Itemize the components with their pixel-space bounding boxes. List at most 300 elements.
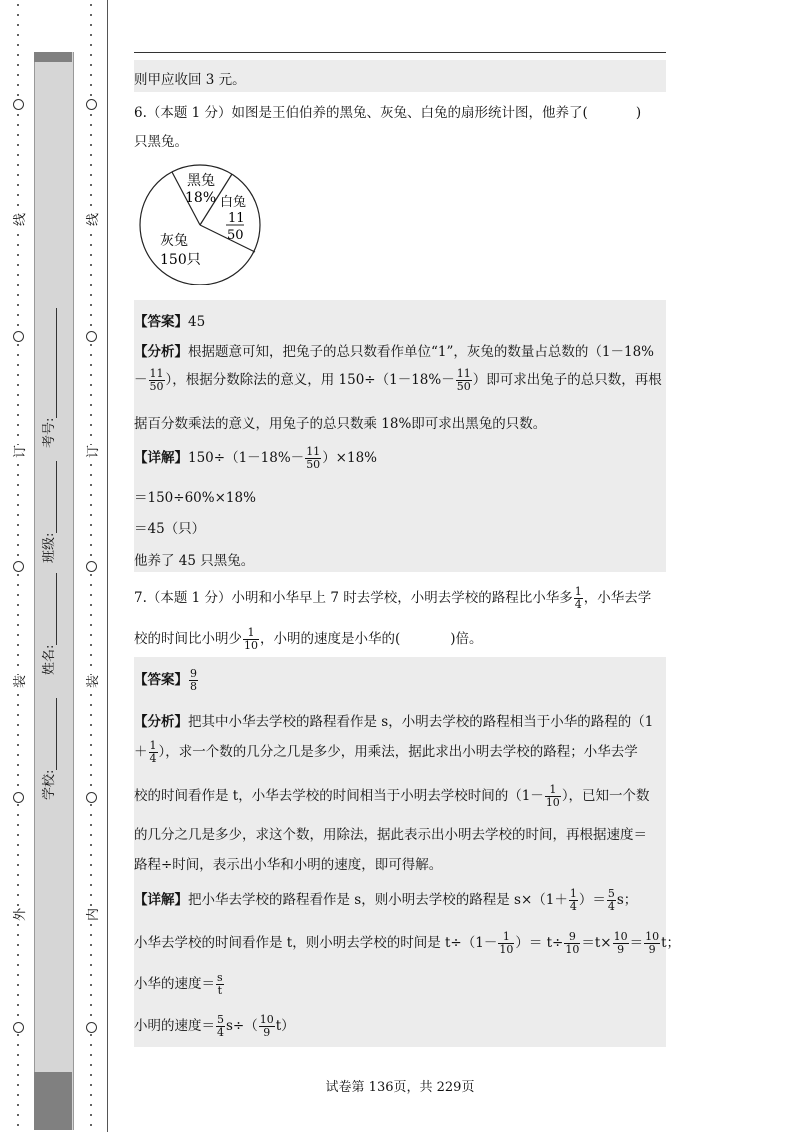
dot (17, 754, 19, 756)
margin-rule (107, 0, 108, 1132)
dot (17, 474, 19, 476)
punch-circle (13, 1022, 24, 1033)
dot (17, 594, 19, 596)
dot (17, 1034, 19, 1036)
dot (17, 784, 19, 786)
dot (17, 874, 19, 876)
dot (90, 354, 92, 356)
dot (90, 84, 92, 86)
dot (17, 14, 19, 16)
dot (90, 114, 92, 116)
dot (90, 594, 92, 596)
detail-tag: 【详解】 (134, 892, 188, 908)
dot (90, 124, 92, 126)
dot (17, 34, 19, 36)
dot (17, 1054, 19, 1056)
dot (90, 434, 92, 436)
dot (17, 774, 19, 776)
dot (17, 404, 19, 406)
answer-tag: 【答案】 (134, 672, 188, 688)
dot (17, 654, 19, 656)
dot (17, 724, 19, 726)
dot (90, 874, 92, 876)
q6-detail-line3: ＝45（只） (134, 521, 206, 537)
q7-detail-text1b: ）＝ (578, 892, 606, 908)
dot (90, 504, 92, 506)
inner-label-xian: 线 (82, 213, 101, 226)
dot (17, 864, 19, 866)
dot (90, 664, 92, 666)
punch-circle (86, 792, 97, 803)
dot (90, 744, 92, 746)
q7-analysis-line2 (134, 740, 666, 765)
q7-detail-text4c: t） (275, 1018, 295, 1034)
dot (17, 54, 19, 56)
dot (17, 1014, 19, 1016)
exam-no-field (38, 308, 57, 448)
fraction-1-10: $\frac{1}{10}$ (244, 626, 258, 652)
dot (90, 1104, 92, 1106)
fraction-9-10: $\frac{9}{10}$ (565, 930, 580, 956)
name-label: 姓名: (42, 644, 57, 675)
dot (90, 494, 92, 496)
q6-analysis-line3: 据百分数乘法的意义，用兔子的总只数乘 18%即可求出黑兔的只数。 (134, 416, 547, 432)
q7-analysis-line1 (134, 710, 666, 730)
q7-analysis-line5: 路程÷时间，表示出小华和小明的速度，即可得解。 (134, 857, 443, 873)
punch-circle (13, 792, 24, 803)
dot (90, 24, 92, 26)
name-blank[interactable] (44, 573, 57, 645)
q7-stem-text2b: ，小明的速度是小华的( (260, 631, 401, 647)
dot (90, 314, 92, 316)
dot (17, 524, 19, 526)
dot (90, 544, 92, 546)
class-label: 班级: (42, 532, 57, 563)
dot (17, 414, 19, 416)
dot (90, 94, 92, 96)
dot (90, 184, 92, 186)
dot (17, 134, 19, 136)
dot (90, 1044, 92, 1046)
fraction-10-9: $\frac{10}{9}$ (645, 930, 660, 956)
punch-circle (86, 331, 97, 342)
dot (90, 264, 92, 266)
pie-label-black: 黑兔 (187, 173, 215, 189)
q7-detail-text3: 小华的速度＝ (134, 976, 215, 992)
dot (90, 294, 92, 296)
dot (17, 814, 19, 816)
class-blank[interactable] (44, 461, 57, 533)
dot (17, 704, 19, 706)
dot (90, 384, 92, 386)
dot (17, 314, 19, 316)
school-label: 学校: (42, 769, 57, 800)
dot (90, 574, 92, 576)
dot (17, 74, 19, 76)
q6-analysis-text2b: ），根据分数除法的意义，用 150÷（1－18%－ (165, 372, 455, 388)
dot (90, 234, 92, 236)
dot (90, 894, 92, 896)
q7-analysis-text3b: ），已知一个数 (561, 788, 650, 804)
dot (90, 984, 92, 986)
q7-analysis-text2a: ＋ (134, 744, 148, 760)
q6-stem-line2: 只黑兔。 (134, 134, 188, 150)
page-footer: 试卷第 136页，共 229页 (325, 1080, 475, 1095)
pie-value-gray: 150只 (160, 252, 201, 268)
q7-stem-line2 (134, 627, 666, 652)
q6-analysis-line2 (134, 368, 666, 393)
dot (17, 354, 19, 356)
dot (17, 1104, 19, 1106)
dot (17, 734, 19, 736)
fraction-10-9: $\frac{10}{9}$ (259, 1013, 274, 1039)
dot (90, 174, 92, 176)
dot (17, 174, 19, 176)
dot (17, 544, 19, 546)
q7-detail-text2e: t； (661, 935, 681, 951)
punch-circle (86, 99, 97, 110)
dot (17, 204, 19, 206)
q7-analysis-line3 (134, 784, 666, 809)
analysis-tag: 【分析】 (134, 344, 188, 360)
fraction-10-9: $\frac{10}{9}$ (613, 930, 628, 956)
fraction-11-50: $\frac{11}{50}$ (456, 367, 471, 393)
dot (17, 924, 19, 926)
dot (17, 644, 19, 646)
dot (90, 14, 92, 16)
dot (17, 714, 19, 716)
fraction-5-4: $\frac{5}{4}$ (607, 887, 615, 913)
outer-label-ding: 订 (9, 445, 28, 458)
q6-analysis-line1 (134, 340, 666, 360)
dot (17, 234, 19, 236)
dot (17, 344, 19, 346)
dot (17, 164, 19, 166)
dot (17, 694, 19, 696)
dot (90, 654, 92, 656)
fraction-1-4: $\frac{1}{4}$ (569, 887, 577, 913)
school-field (38, 698, 57, 800)
dot (90, 724, 92, 726)
dot (17, 804, 19, 806)
dot (90, 694, 92, 696)
q7-detail-line2 (134, 930, 681, 956)
dot (17, 604, 19, 606)
dot (90, 754, 92, 756)
dot (90, 734, 92, 736)
dot (90, 554, 92, 556)
dot (17, 944, 19, 946)
class-field (38, 461, 57, 563)
dot (90, 4, 92, 6)
dot (90, 624, 92, 626)
q7-analysis-text1: 把其中小华去学校的路程看作是 s，小明去学校的路程相当于小华的路程的（1 (188, 714, 654, 730)
pie-value-black: 18% (185, 190, 217, 206)
dot (17, 284, 19, 286)
fraction-1-4: $\frac{1}{4}$ (574, 585, 582, 611)
dot (90, 994, 92, 996)
q7-detail-text2c: ＝t× (581, 935, 612, 951)
q7-detail-text2a: 小华去学校的时间看作是 t，则小明去学校的时间是 t÷（1－ (134, 935, 498, 951)
q7-analysis-text2b: ），求一个数的几分之几是多少，用乘法，据此求出小明去学校的路程；小华去学 (158, 744, 638, 760)
q7-stem-text1b: ，小华去学 (583, 590, 652, 606)
dot (90, 784, 92, 786)
dot (90, 34, 92, 36)
dot (17, 124, 19, 126)
dot (90, 814, 92, 816)
answer-tag: 【答案】 (134, 314, 188, 330)
dot (90, 514, 92, 516)
binding-strip-cap-top (34, 52, 72, 62)
dot (90, 474, 92, 476)
fraction-s-t: $\frac{s}{t}$ (217, 971, 223, 997)
dot (90, 1034, 92, 1036)
dot (90, 74, 92, 76)
dot (17, 834, 19, 836)
q6-answer (134, 310, 666, 330)
q7-analysis-text3a: 校的时间看作是 t，小华去学校的时间相当于小明去学校时间的（1－ (134, 788, 544, 804)
dot (17, 1044, 19, 1046)
dot (90, 634, 92, 636)
punch-circle (13, 99, 24, 110)
dot (17, 984, 19, 986)
fraction-5-4: $\frac{5}{4}$ (217, 1013, 224, 1039)
q7-stem-line1 (134, 586, 666, 611)
dot (17, 384, 19, 386)
dot (17, 574, 19, 576)
dot (90, 614, 92, 616)
dot (90, 364, 92, 366)
dot (90, 844, 92, 846)
punch-circle (13, 561, 24, 572)
q7-detail-text1a: 把小华去学校的路程看作是 s，则小明去学校的路程是 s×（1＋ (188, 892, 568, 908)
detail-tag: 【详解】 (134, 450, 188, 466)
dot (90, 644, 92, 646)
inner-label-zhuang: 装 (82, 675, 101, 688)
fraction-1-10: $\frac{1}{10}$ (545, 783, 560, 809)
dot (90, 424, 92, 426)
dot (17, 994, 19, 996)
dot (90, 134, 92, 136)
dot (17, 624, 19, 626)
dot (17, 394, 19, 396)
q7-detail-line3 (134, 972, 666, 997)
dot (90, 254, 92, 256)
dot (90, 584, 92, 586)
dot (90, 1124, 92, 1126)
dot (90, 244, 92, 246)
q6-stem (134, 101, 666, 121)
dot (90, 144, 92, 146)
outer-label-wai: 外 (9, 908, 28, 921)
dot (17, 534, 19, 536)
dot (17, 1004, 19, 1006)
name-field (38, 573, 57, 675)
dot (17, 434, 19, 436)
dot (90, 974, 92, 976)
q6-answer-value: 45 (188, 314, 206, 330)
pie-white-den: 50 (227, 228, 244, 243)
outer-label-xian: 线 (9, 213, 28, 226)
dot (90, 484, 92, 486)
dot (90, 824, 92, 826)
dot (90, 924, 92, 926)
dot (17, 484, 19, 486)
dot (17, 144, 19, 146)
q6-detail-line4: 他养了 45 只黑兔。 (134, 553, 255, 569)
dot (90, 164, 92, 166)
dot (17, 264, 19, 266)
dot (90, 1114, 92, 1116)
q6-detail-text1a: 150÷（1－18%－ (188, 450, 305, 466)
dot (17, 764, 19, 766)
dot (90, 44, 92, 46)
dot (90, 834, 92, 836)
q7-detail-text4a: 小明的速度＝ (134, 1018, 215, 1034)
dot (90, 944, 92, 946)
punch-circle (86, 561, 97, 572)
dot (17, 464, 19, 466)
dot (17, 84, 19, 86)
q7-detail-line1 (134, 888, 666, 913)
dot (17, 64, 19, 66)
dot (90, 1014, 92, 1016)
dot (17, 424, 19, 426)
dot (90, 954, 92, 956)
dot (17, 664, 19, 666)
dot (90, 774, 92, 776)
dot (17, 1064, 19, 1066)
pie-label-white: 白兔 (220, 195, 247, 210)
rabbit-pie-chart (136, 163, 266, 285)
dot (17, 964, 19, 966)
dot (90, 864, 92, 866)
dot (17, 554, 19, 556)
dot (90, 964, 92, 966)
q7-detail-line4 (134, 1014, 666, 1039)
q7-detail-text1c: s； (616, 892, 638, 908)
header-rule (134, 52, 666, 53)
dot (90, 704, 92, 706)
dot (17, 1124, 19, 1126)
dot (90, 464, 92, 466)
fraction-1-4: $\frac{1}{4}$ (149, 739, 157, 765)
dot (17, 184, 19, 186)
dot (90, 804, 92, 806)
dot (90, 1004, 92, 1006)
dot (17, 974, 19, 976)
punch-circle (86, 1022, 97, 1033)
dot (90, 604, 92, 606)
dot (90, 904, 92, 906)
q7-stem-text2a: 校的时间比小明少 (134, 631, 242, 647)
dot (17, 1114, 19, 1116)
dot (90, 524, 92, 526)
q6-detail-line2: ＝150÷60%×18% (134, 490, 256, 506)
school-blank[interactable] (44, 698, 57, 770)
dot (90, 414, 92, 416)
q7-detail-text4b: s÷（ (226, 1018, 258, 1034)
dot (90, 404, 92, 406)
dot (17, 44, 19, 46)
analysis-tag: 【分析】 (134, 714, 188, 730)
dot (17, 94, 19, 96)
q6-analysis-text1: 根据题意可知，把兔子的总只数看作单位“1”，灰兔的数量占总数的（1－18% (188, 344, 654, 360)
dot (90, 284, 92, 286)
q7-analysis-line4: 的几分之几是多少，求这个数，用除法，据此表示出小明去学校的时间，再根据速度＝ (134, 827, 647, 843)
fraction-11-50: $\frac{11}{50}$ (149, 367, 164, 393)
dot (17, 954, 19, 956)
exam-no-label: 考号: (42, 417, 57, 448)
dot (17, 294, 19, 296)
dot (90, 344, 92, 346)
q7-answer-fraction: $\frac{9}{8}$ (190, 667, 197, 693)
dot (17, 494, 19, 496)
exam-no-blank[interactable] (44, 308, 57, 418)
q7-stem-text2c: )倍。 (450, 631, 483, 647)
dot (17, 894, 19, 896)
dot (90, 194, 92, 196)
dot (17, 824, 19, 826)
dot (90, 374, 92, 376)
dot (17, 4, 19, 6)
q6-stem-close: ) (635, 105, 642, 121)
dot (17, 254, 19, 256)
dot (17, 244, 19, 246)
dot (90, 714, 92, 716)
dot (17, 934, 19, 936)
dot (90, 54, 92, 56)
dot (90, 934, 92, 936)
fraction-1-10: $\frac{1}{10}$ (499, 930, 514, 956)
dot (17, 884, 19, 886)
punch-circle (13, 331, 24, 342)
dot (90, 534, 92, 536)
dot (17, 364, 19, 366)
dot (90, 884, 92, 886)
dot (17, 744, 19, 746)
dot (17, 304, 19, 306)
inner-label-ding: 订 (82, 445, 101, 458)
pie-label-gray: 灰兔 (160, 233, 188, 249)
dot (90, 1054, 92, 1056)
dot (90, 764, 92, 766)
dot (90, 154, 92, 156)
q7-detail-text2b: ）＝ t÷ (515, 935, 564, 951)
dot (17, 24, 19, 26)
dot (17, 324, 19, 326)
dot (17, 584, 19, 586)
dot (17, 194, 19, 196)
dot (17, 504, 19, 506)
q6-stem-text: 6.（本题 1 分）如图是王伯伯养的黑兔、灰兔、白兔的扇形统计图，他养了( (134, 105, 588, 121)
inner-label-nei: 内 (82, 908, 101, 921)
dot (90, 204, 92, 206)
q7-answer (134, 668, 666, 693)
prev-answer-tail: 则甲应收回 3 元。 (134, 72, 246, 88)
q6-analysis-text2a: － (134, 372, 148, 388)
q7-detail-text2d: ＝ (629, 935, 644, 951)
dot (90, 304, 92, 306)
dot (17, 614, 19, 616)
dot (90, 324, 92, 326)
dot (17, 854, 19, 856)
dot (90, 394, 92, 396)
dot (17, 374, 19, 376)
dot (90, 854, 92, 856)
q6-detail-text1b: ）×18% (322, 450, 378, 466)
dot (90, 1064, 92, 1066)
